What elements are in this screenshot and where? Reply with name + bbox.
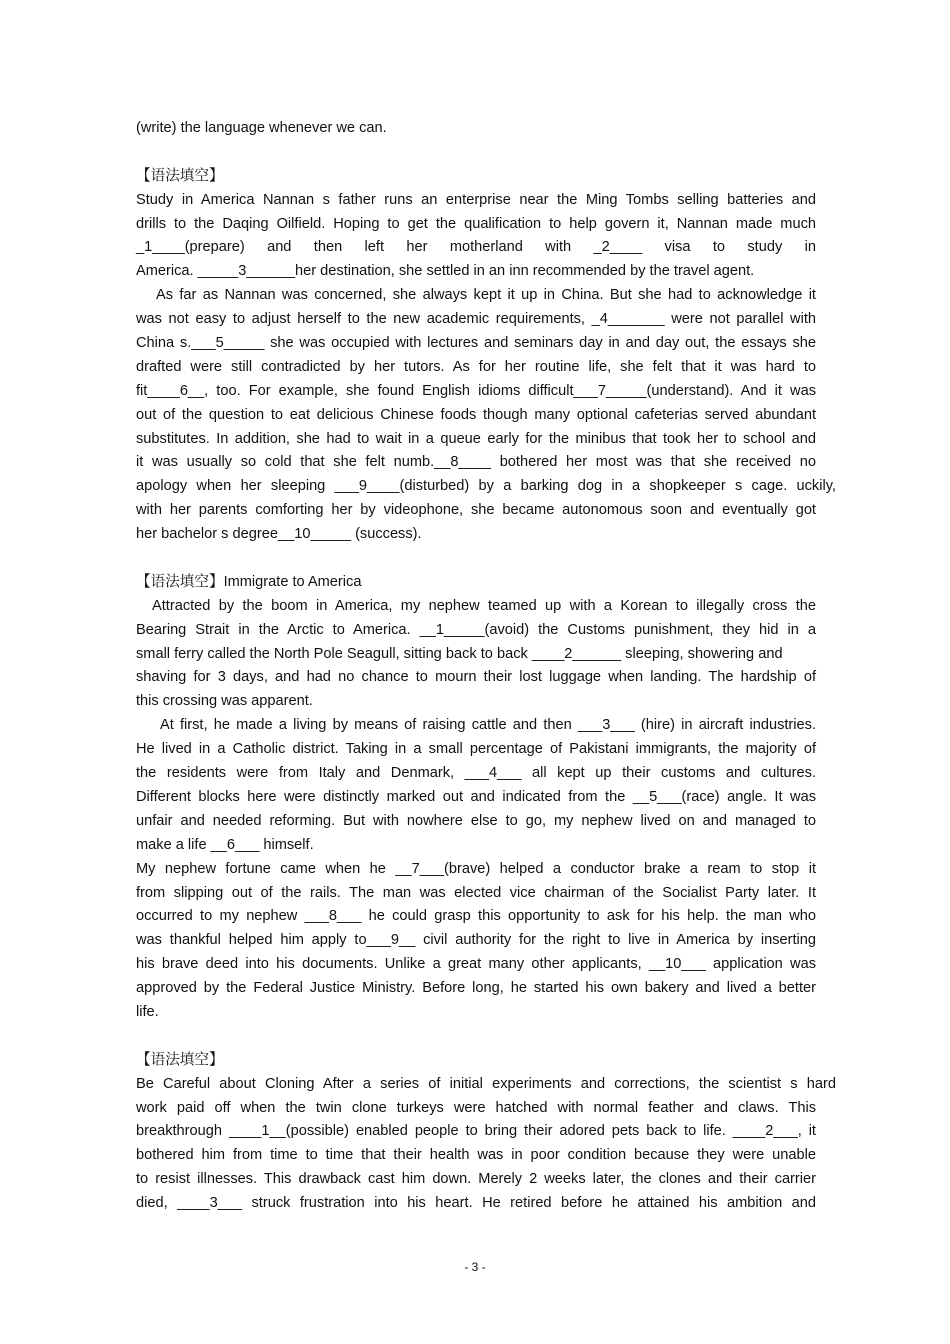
- text-line: drafted were still contradicted by her tutors. As for her routine life, she felt that it was hard to: [136, 358, 816, 375]
- text-line: drills to the Daqing Oilfield. Hoping to get the qualification to help govern it, Nannan made much: [136, 215, 816, 232]
- page-number: - 3 -: [464, 1260, 486, 1274]
- text-line: out of the question to eat delicious Chinese foods though many optional cafeterias served abundant: [136, 406, 816, 423]
- text-line: breakthrough ____1__(possible) enabled people to bring their adored pets back to life. ____2___, it: [136, 1123, 816, 1140]
- text-line: to resist illnesses. This drawback cast him down. Merely 2 weeks later, the clones and their carrier: [136, 1171, 816, 1188]
- text-line: the residents were from Italy and Denmark, ___4___ all kept up their customs and cultures.: [136, 765, 816, 782]
- blank-line: [136, 547, 816, 571]
- section-heading: 【语法填空】: [136, 167, 224, 184]
- text-line: this crossing was apparent.: [136, 693, 313, 710]
- text-line: apology when her sleeping ___9____(disturbed) by a barking dog in a shopkeeper s cage. uckily,: [136, 478, 836, 495]
- text-line: China s.___5_____ she was occupied with lectures and seminars day in and day out, the essays she: [136, 335, 816, 352]
- section-heading: 【语法填空】: [136, 1051, 224, 1068]
- text-line: Different blocks here were distinctly marked out and indicated from the __5___(race) angle. It was: [136, 788, 816, 805]
- text-line: Bearing Strait in the Arctic to America. __1_____(avoid) the Customs punishment, they hid in a: [136, 621, 816, 638]
- text-line: (write) the language whenever we can.: [136, 120, 387, 136]
- text-line: shaving for 3 days, and had no chance to mourn their lost luggage when landing. The hardship of: [136, 669, 816, 686]
- text-line: make a life __6___ himself.: [136, 836, 314, 853]
- text-line: it was usually so cold that she felt numb.__8____ bothered her most was that she received no: [136, 454, 816, 471]
- text-line: occurred to my nephew ___8___ he could grasp this opportunity to ask for his help. the man who: [136, 908, 816, 925]
- text-line: small ferry called the North Pole Seagull, sitting back to back ____2______ sleeping, showering and: [136, 645, 783, 662]
- text-line: approved by the Federal Justice Ministry. Before long, he started his own bakery and lived a better: [136, 980, 816, 997]
- text-line: Be Careful about Cloning After a series of initial experiments and corrections, the scientist s hard: [136, 1075, 836, 1092]
- text-line: died, ____3___ struck frustration into his heart. He retired before he attained his ambition and: [136, 1195, 816, 1212]
- text-line: from slipping out of the rails. The man was elected vice chairman of the Socialist Party later. It: [136, 884, 816, 901]
- text-line: Study in America Nannan s father runs an enterprise near the Ming Tombs selling batteries and: [136, 191, 816, 208]
- text-line: unfair and needed reforming. But with nowhere else to go, my nephew lived on and managed to: [136, 812, 816, 829]
- text-line: substitutes. In addition, she had to wait in a queue early for the minibus that took her to school and: [136, 430, 816, 447]
- text-line: life.: [136, 1003, 159, 1020]
- text-line: her bachelor s degree__10_____ (success).: [136, 526, 422, 543]
- text-line: his brave deed into his documents. Unlike a great many other applicants, __10___ application was: [136, 956, 816, 973]
- text-line: was thankful helped him apply to___9__ civil authority for the right to live in America by inserting: [136, 932, 816, 949]
- section-heading: 【语法填空】Immigrate to America: [136, 573, 362, 590]
- text-line: work paid off when the twin clone turkeys were hatched with normal feather and claws. This: [136, 1099, 816, 1116]
- text-line: with her parents comforting her by videophone, she became autonomous soon and eventually got: [136, 502, 816, 519]
- blank-line: [136, 141, 816, 165]
- blank-line: [136, 1025, 816, 1049]
- text-line: bothered him from time to time that their health was in poor condition because they were unable: [136, 1147, 816, 1164]
- text-line: At first, he made a living by means of raising cattle and then ___3___ (hire) in aircraft industries.: [160, 717, 816, 734]
- page-body: [136, 117, 836, 1216]
- text-line: _1____(prepare) and then left her motherland with _2____ visa to study in: [136, 239, 816, 256]
- text-line: He lived in a Catholic district. Taking in a small percentage of Pakistani immigrants, the majority of: [136, 741, 816, 758]
- text-line: My nephew fortune came when he __7___(brave) helped a conductor brake a ream to stop it: [136, 860, 816, 877]
- text-line: As far as Nannan was concerned, she always kept it up in China. But she had to acknowledge it: [156, 287, 816, 304]
- text-line: Attracted by the boom in America, my nephew teamed up with a Korean to illegally cross the: [152, 597, 816, 614]
- text-line: America. _____3______her destination, she settled in an inn recommended by the travel agent.: [136, 263, 755, 280]
- text-line: fit____6__, too. For example, she found English idioms difficult___7_____(understand). And it was: [136, 382, 816, 399]
- text-line: was not easy to adjust herself to the new academic requirements, _4_______ were not parallel with: [136, 311, 816, 328]
